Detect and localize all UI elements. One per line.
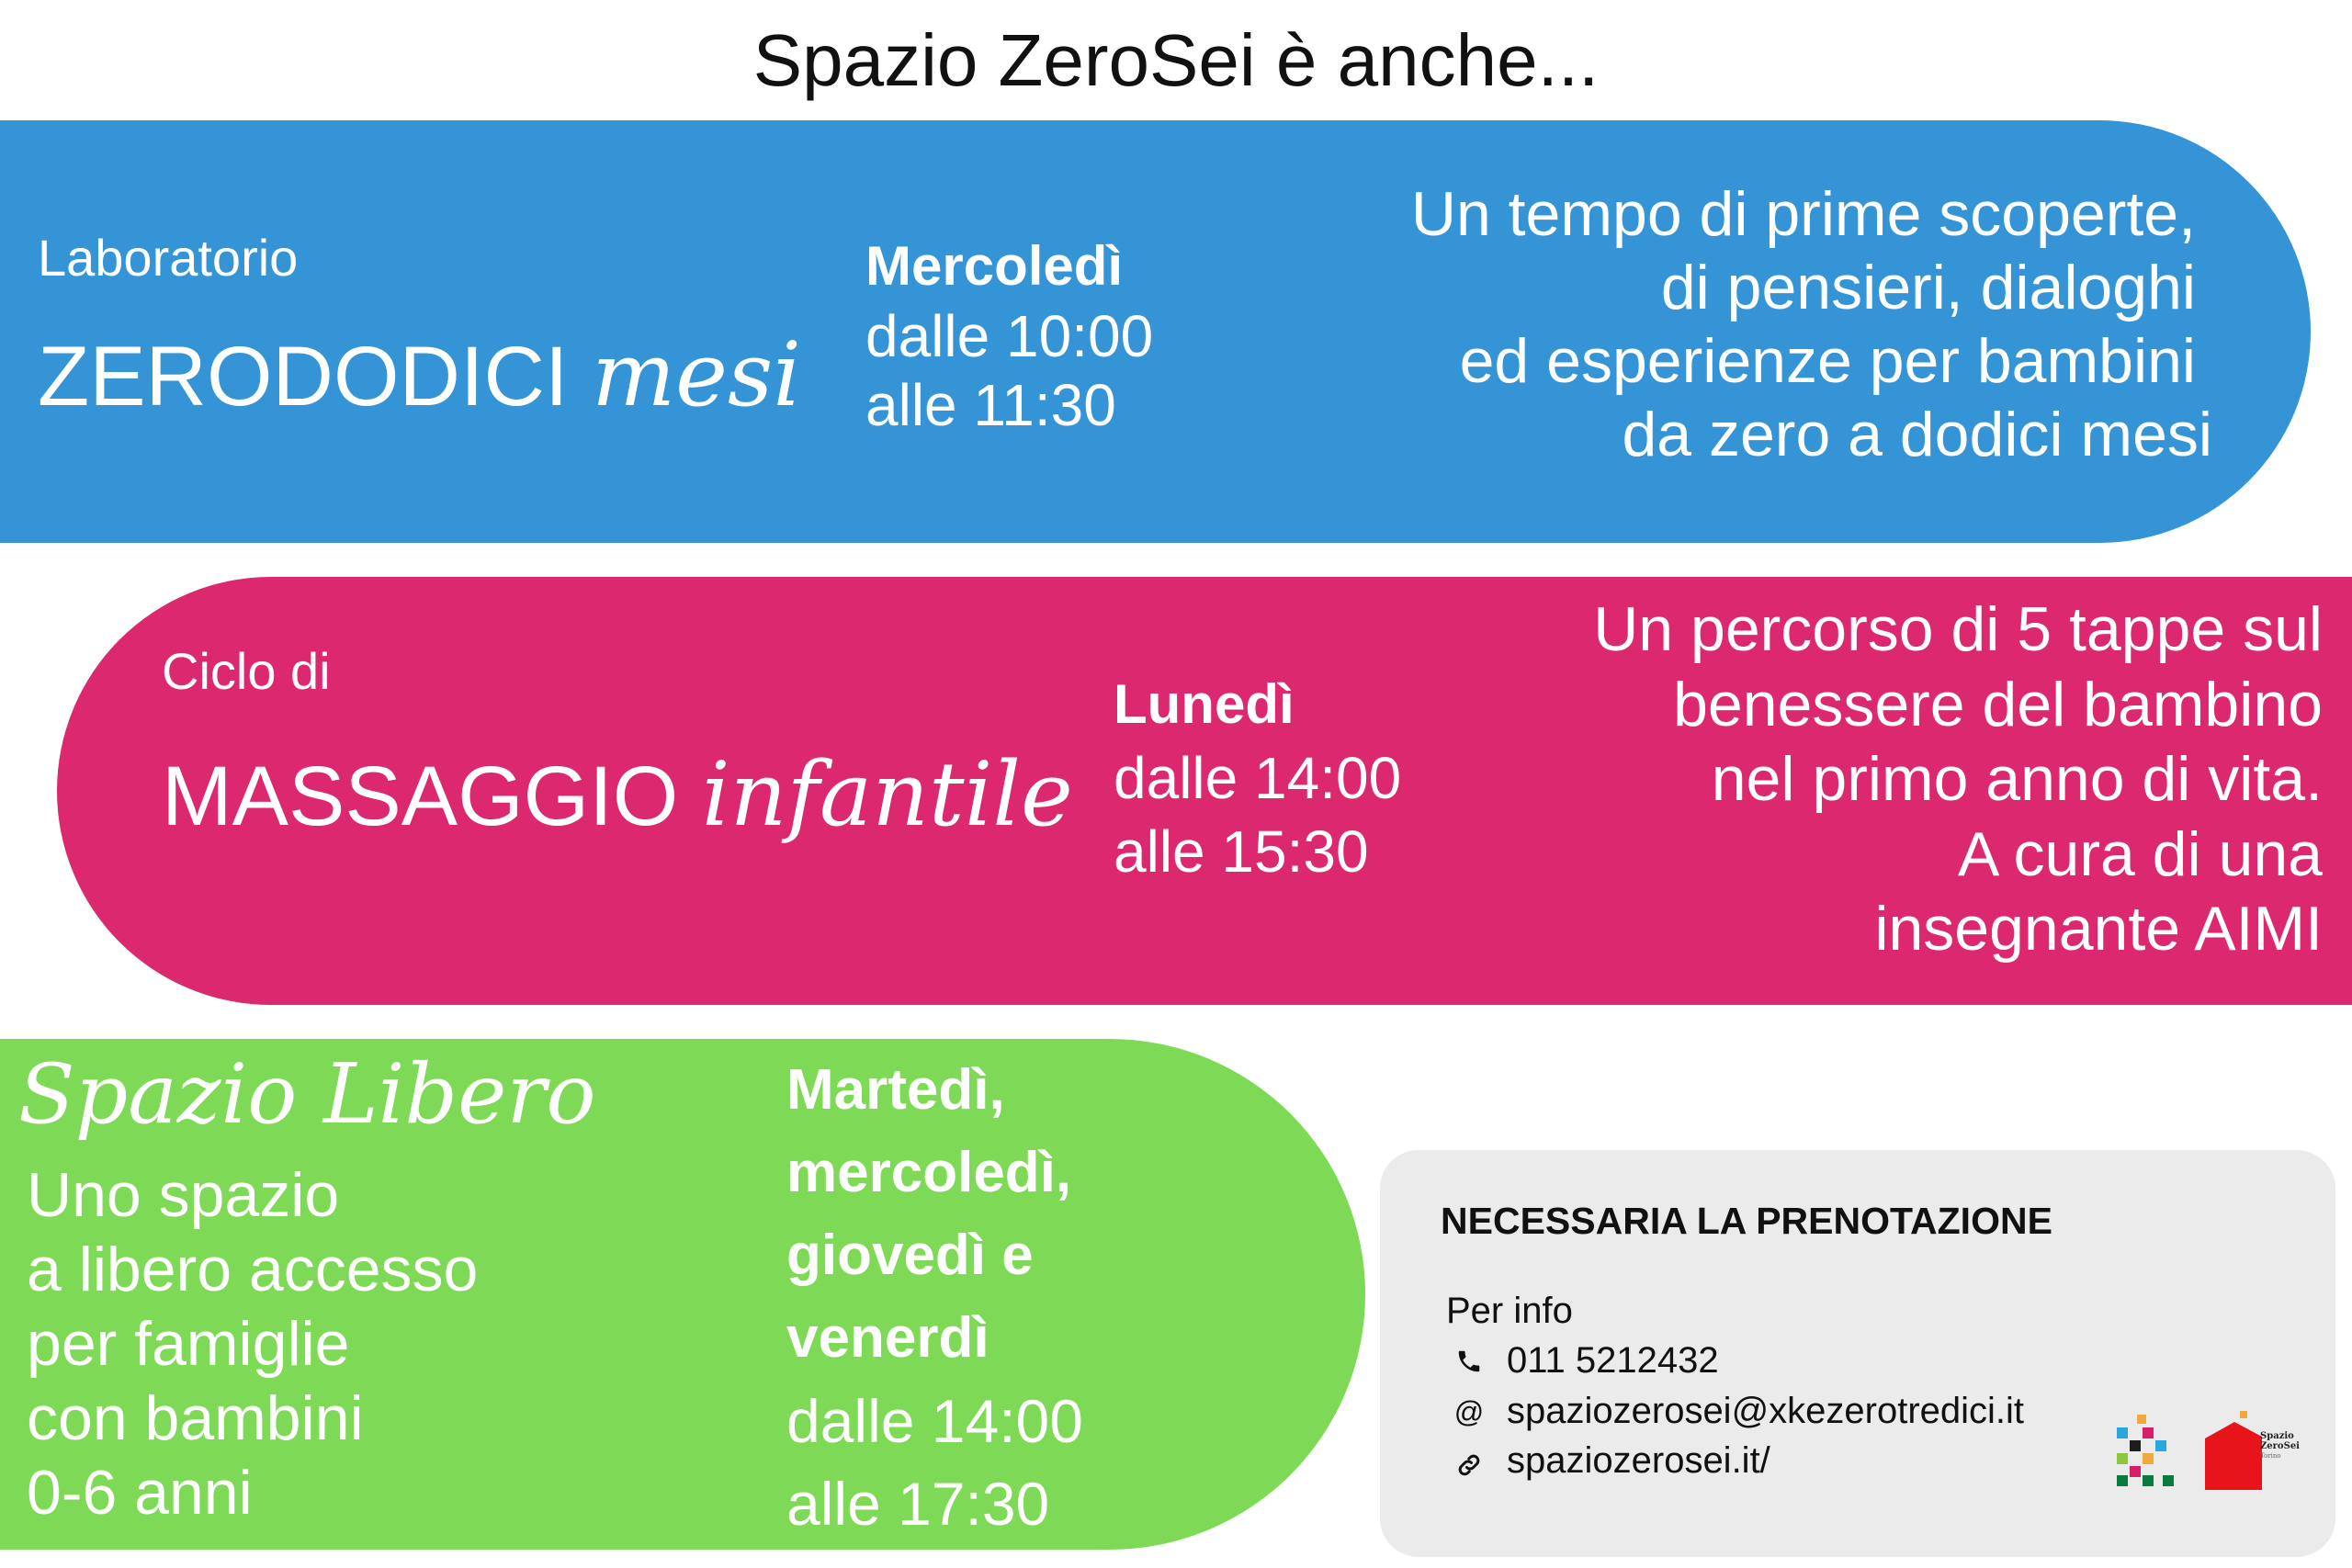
email-link[interactable]: spaziozerosei@xkezerotredici.it — [1507, 1391, 2025, 1431]
massaggio-kicker: Ciclo di — [162, 642, 331, 700]
booking-required-heading: NECESSARIA LA PRENOTAZIONE — [1441, 1200, 2052, 1242]
at-icon: @ — [1453, 1394, 1485, 1428]
spazio-libero-time-to: alle 17:30 — [786, 1470, 1050, 1538]
description-line: Uno spazio — [27, 1160, 340, 1230]
phone-icon — [1453, 1346, 1485, 1377]
logo-city: Torino — [2260, 1452, 2281, 1460]
pixel-logo — [2117, 1415, 2176, 1488]
description-line: A cura di una — [1958, 818, 2323, 889]
description-line: Un percorso di 5 tappe sul — [1593, 594, 2323, 664]
description-line: a libero accesso — [27, 1235, 479, 1304]
day-line: venerdì — [786, 1306, 989, 1370]
website-link[interactable]: spaziozerosei.it/ — [1507, 1440, 1770, 1481]
zerododici-name-script: mesi — [592, 323, 801, 426]
description-line: nel primo anno di vita. — [1711, 744, 2323, 814]
page-title: Spazio ZeroSei è anche... — [752, 19, 1600, 101]
zerododici-title — [38, 323, 801, 426]
logo-text-line1: Spazio — [2260, 1431, 2294, 1441]
massaggio-description — [1593, 592, 2323, 967]
logo-text-line2: ZeroSei — [2260, 1441, 2300, 1451]
massaggio-name-script: infantile — [701, 743, 1073, 846]
zerododici-time-from: dalle 10:00 — [865, 303, 1154, 369]
description-line: ed esperienze per bambini — [1459, 326, 2196, 396]
description-line: di pensieri, dialoghi — [1660, 253, 2196, 322]
zerododici-time-to: alle 11:30 — [865, 372, 1116, 438]
spazio-libero-time-from: dalle 14:00 — [786, 1387, 1083, 1455]
description-line: insegnante AIMI — [1874, 894, 2323, 964]
spazio-libero-description — [27, 1158, 478, 1530]
massaggio-time-from: dalle 14:00 — [1114, 745, 1402, 811]
info-label: Per info — [1446, 1291, 1573, 1331]
massaggio-day: Lunedì — [1114, 673, 1295, 735]
massaggio-time-to: alle 15:30 — [1114, 818, 1369, 885]
description-line: per famiglie — [27, 1309, 350, 1379]
spazio-zerosei-logo — [2203, 1411, 2313, 1494]
zerododici-description — [1410, 177, 2212, 471]
day-line: mercoledì, — [786, 1141, 1072, 1204]
description-line: benessere del bambino — [1673, 669, 2323, 739]
spazio-libero-title: Spazio Libero — [18, 1046, 596, 1143]
link-icon — [1453, 1450, 1485, 1481]
phone-link[interactable]: 011 5212432 — [1507, 1340, 1719, 1381]
description-line: da zero a dodici mesi — [1622, 400, 2212, 469]
description-line: con bambini — [27, 1383, 364, 1453]
zerododici-name: ZERODODICI — [38, 330, 569, 423]
zerododici-day: Mercoledì — [865, 235, 1124, 297]
day-line: giovedì e — [786, 1224, 1034, 1287]
day-line: Martedì, — [786, 1058, 1005, 1122]
zerododici-kicker: Laboratorio — [38, 229, 299, 287]
description-line: 0-6 anni — [27, 1458, 253, 1528]
massaggio-title — [162, 743, 1073, 846]
massaggio-name: MASSAGGIO — [162, 750, 679, 843]
spazio-libero-schedule — [786, 1049, 1083, 1545]
description-line: Un tempo di prime scoperte, — [1410, 179, 2196, 249]
